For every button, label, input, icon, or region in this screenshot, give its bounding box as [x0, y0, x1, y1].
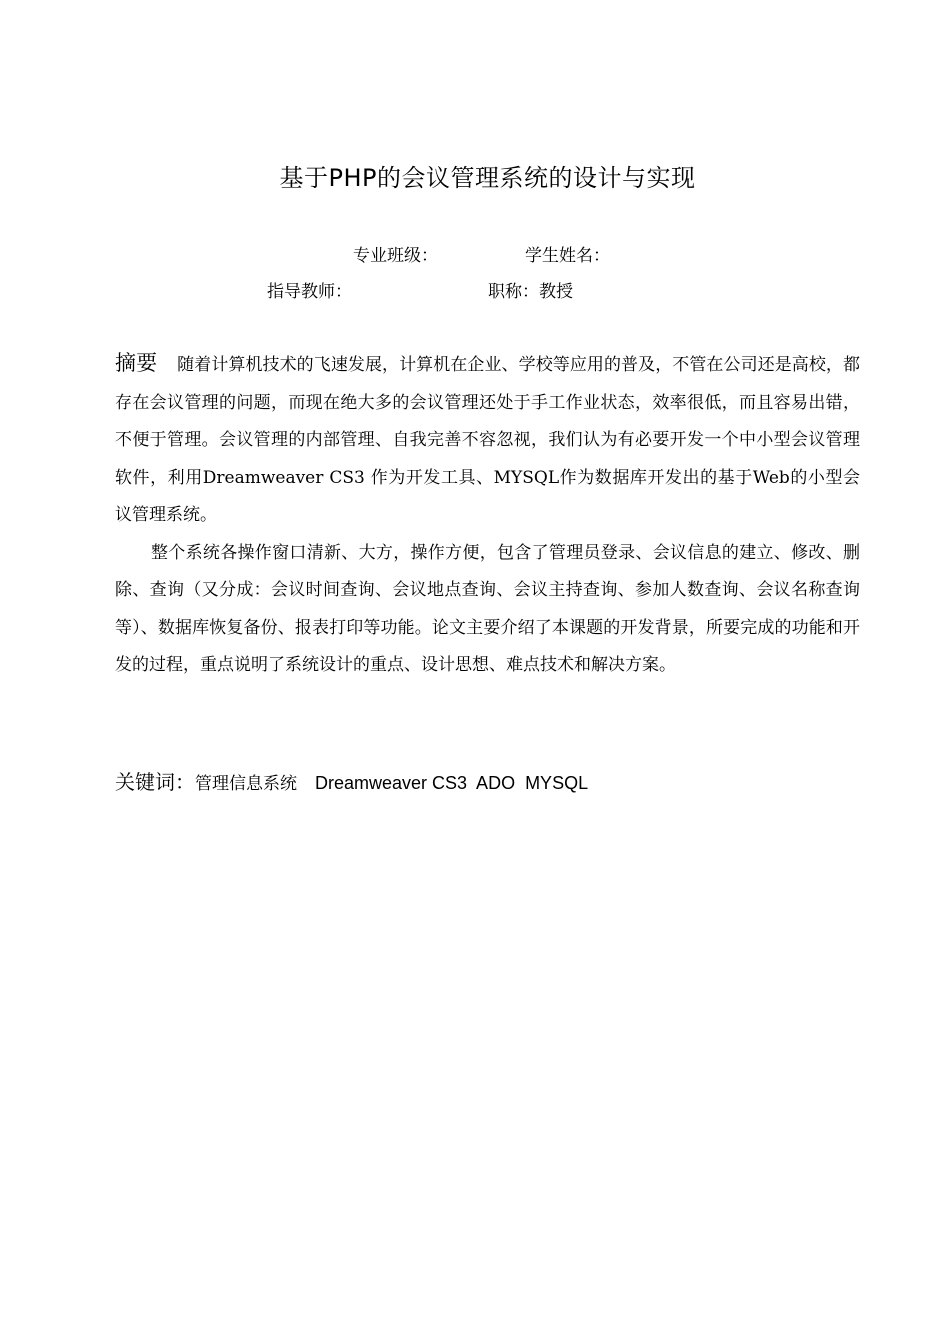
- abstract-heading: 摘要: [115, 351, 158, 375]
- abstract-text-1: 随着计算机技术的飞速发展，计算机在企业、学校等应用的普及，不管在公司还是高校，都存在会议管理的问题，而现在绝大多的会议管理还处于手工作业状态，效率很低，而且容易出错，不便于管理。会议管理的内部管理、自我完善不容忽视，我们认为有必要开发一个中小型会议管理软件，利用Dreamweaver CS3 作为开发工具、MYSQL作为数据库开发出的基于Web的小型会议管理系统。: [115, 355, 861, 525]
- keywords-line: [115, 766, 588, 795]
- student-name-label: 学生姓名：: [525, 246, 610, 266]
- major-class-label: 专业班级：: [353, 246, 438, 266]
- document-title: 基于PHP的会议管理系统的设计与实现: [279, 164, 696, 192]
- keywords-english: Dreamweaver CS3 ADO MYSQL: [315, 773, 589, 793]
- abstract-section: [115, 345, 860, 685]
- keyword-chinese: 管理信息系统: [195, 774, 297, 794]
- advisor-label: 指导教师：: [267, 282, 352, 302]
- academic-rank-label: 职称：教授: [488, 282, 573, 302]
- abstract-paragraph-1: [115, 345, 860, 535]
- abstract-paragraph-2: 整个系统各操作窗口清新、大方，操作方便，包含了管理员登录、会议信息的建立、修改、删除、查询（又分成：会议时间查询、会议地点查询、会议主持查询、参加人数查询、会议名称查询等）、数据库恢复备份、报表打印等功能。论文主要介绍了本课题的开发背景，所要完成的功能和开发的过程，重点说明了系统设计的重点、设计思想、难点技术和解决方案。: [115, 542, 860, 675]
- keywords-heading: 关键词：: [115, 770, 195, 794]
